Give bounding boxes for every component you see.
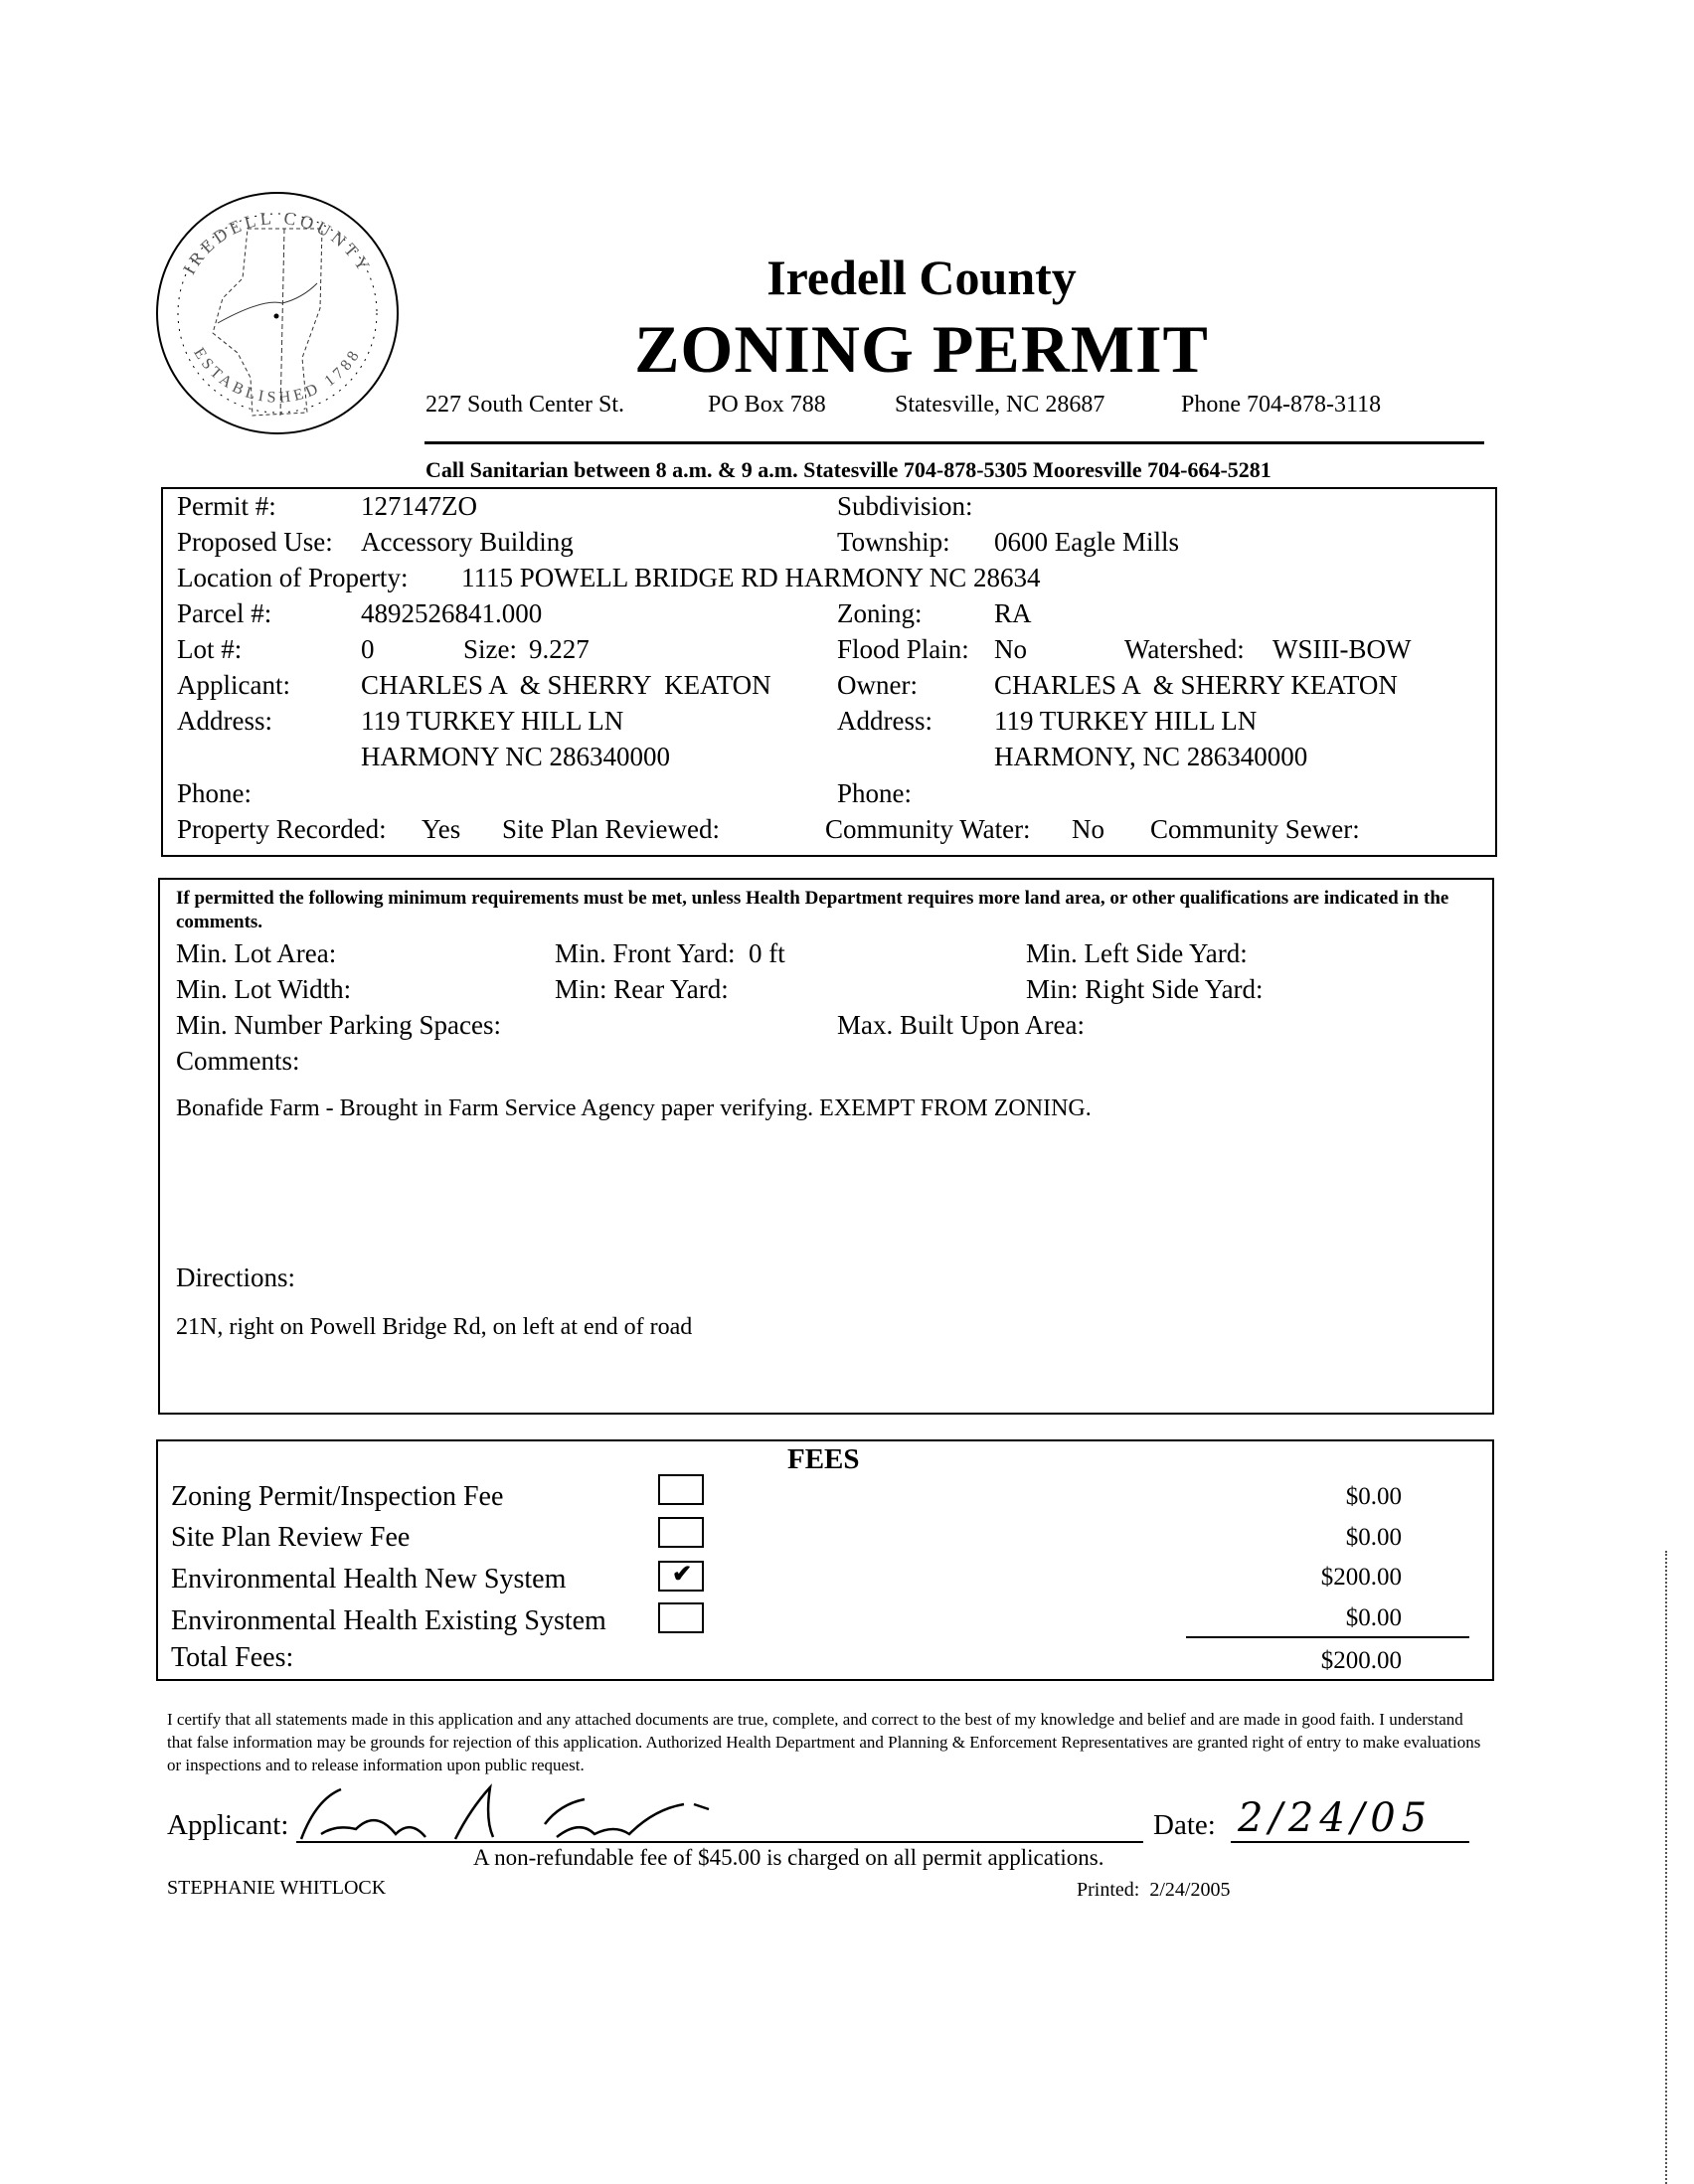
community-sewer-label: Community Sewer: (1150, 814, 1360, 844)
applicant-address-line2: HARMONY NC 286340000 (361, 742, 671, 771)
applicant-signature-label: Applicant: (167, 1809, 289, 1841)
lot-label: Lot #: (177, 634, 243, 664)
sanitarian-notice: Call Sanitarian between 8 a.m. & 9 a.m. Statesville 704-878-5305 Mooresville 704-664-5281 (425, 457, 1271, 482)
min-rear-yard: Min: Rear Yard: (555, 974, 729, 1004)
site-plan-reviewed-label: Site Plan Reviewed: (502, 814, 720, 844)
printed-date: Printed: 2/24/2005 (1077, 1879, 1231, 1901)
handwritten-date: 2/24/05 (1238, 1795, 1434, 1841)
header-divider (424, 441, 1484, 444)
community-water-label: Community Water: (825, 814, 1031, 844)
owner-address-line1: 119 TURKEY HILL LN (994, 706, 1258, 736)
parcel-label: Parcel #: (177, 598, 272, 628)
fee-note: A non-refundable fee of $45.00 is charged on all permit applications. (473, 1845, 1104, 1870)
county-name: Iredell County (766, 250, 1077, 305)
watershed-label: Watershed: (1124, 634, 1245, 664)
proposed-use: Accessory Building (361, 527, 574, 557)
po-box: PO Box 788 (708, 392, 826, 418)
flood-plain-label: Flood Plain: (837, 634, 969, 664)
zoning: RA (994, 598, 1032, 628)
scan-edge-artifact (1665, 1551, 1667, 2184)
min-left-side-yard: Min. Left Side Yard: (1026, 938, 1248, 968)
parcel-number: 4892526841.000 (361, 598, 543, 628)
comments-label: Comments: (176, 1046, 300, 1076)
date-line[interactable] (1231, 1841, 1469, 1843)
page-title: ZONING PERMIT (634, 311, 1209, 387)
total-divider (1186, 1636, 1469, 1638)
owner-address-label: Address: (837, 706, 932, 736)
property-location: 1115 POWELL BRIDGE RD HARMONY NC 28634 (461, 563, 1041, 592)
applicant-phone-label: Phone: (177, 778, 253, 808)
office-phone: Phone 704-878-3118 (1181, 392, 1382, 418)
fee-amount-env-new: $200.00 (1320, 1564, 1402, 1591)
total-fees-amount: $200.00 (1320, 1647, 1402, 1674)
applicant-address-label: Address: (177, 706, 272, 736)
min-lot-width: Min. Lot Width: (176, 974, 352, 1004)
fee-label-env-existing: Environmental Health Existing System (171, 1605, 606, 1636)
checkbox-env-existing-system[interactable] (658, 1602, 704, 1633)
property-recorded: Yes (422, 814, 461, 844)
permit-number: 127147ZO (361, 491, 477, 521)
requirements-intro: If permitted the following minimum requirements must be met, unless Health Department requires more land area, or other qualifications are indicated in the comments. (176, 888, 1449, 932)
zoning-label: Zoning: (837, 598, 923, 628)
township: 0600 Eagle Mills (994, 527, 1179, 557)
fee-amount-env-existing: $0.00 (1345, 1604, 1402, 1631)
permit-number-label: Permit #: (177, 491, 276, 521)
applicant-address-line1: 119 TURKEY HILL LN (361, 706, 624, 736)
owner-label: Owner: (837, 670, 918, 700)
svg-text:ESTABLISHED 1788: ESTABLISHED 1788 (190, 344, 365, 407)
flood-plain: No (994, 634, 1027, 664)
subdivision-label: Subdivision: (837, 491, 973, 521)
min-parking-spaces: Min. Number Parking Spaces: (176, 1010, 501, 1040)
fee-amount-zoning: $0.00 (1345, 1483, 1402, 1510)
checkbox-site-plan-fee[interactable] (658, 1517, 704, 1548)
fee-label-env-new: Environmental Health New System (171, 1564, 567, 1595)
lot-number: 0 (361, 634, 375, 664)
street-address: 227 South Center St. (425, 392, 625, 418)
fee-label-zoning: Zoning Permit/Inspection Fee (171, 1481, 504, 1512)
location-label: Location of Property: (177, 563, 409, 592)
fees-title: FEES (787, 1443, 860, 1475)
min-right-side-yard: Min: Right Side Yard: (1026, 974, 1264, 1004)
staff-name: STEPHANIE WHITLOCK (167, 1877, 387, 1899)
check-mark-icon: ✔ (672, 1562, 693, 1588)
total-fees-label: Total Fees: (171, 1642, 294, 1673)
owner-name: CHARLES A & SHERRY KEATON (994, 670, 1398, 700)
township-label: Township: (837, 527, 950, 557)
owner-phone-label: Phone: (837, 778, 913, 808)
fee-amount-site-plan: $0.00 (1345, 1524, 1402, 1551)
size-label: Size: (463, 634, 517, 664)
owner-address-line2: HARMONY, NC 286340000 (994, 742, 1308, 771)
applicant-label: Applicant: (177, 670, 290, 700)
community-water: No (1072, 814, 1104, 844)
property-recorded-label: Property Recorded: (177, 814, 387, 844)
fee-label-site-plan: Site Plan Review Fee (171, 1522, 411, 1553)
certification-text: I certify that all statements made in this application and any attached documents are true, complete, and correct to the best of my knowledge and belief and are made in good faith. I understand that false information may be grounds for rejection of this application. Authorized Health Department and Planning & Enforcement Representatives are granted right of entry to make evaluations or inspections and to release information upon public request. (167, 1710, 1481, 1774)
date-label: Date: (1153, 1809, 1216, 1841)
applicant-name: CHARLES A & SHERRY KEATON (361, 670, 771, 700)
max-built-upon-area: Max. Built Upon Area: (837, 1010, 1085, 1040)
city-state-zip: Statesville, NC 28687 (895, 392, 1105, 418)
comments-text: Bonafide Farm - Brought in Farm Service Agency paper verifying. EXEMPT FROM ZONING. (176, 1095, 1092, 1121)
directions-label: Directions: (176, 1262, 295, 1292)
directions-text: 21N, right on Powell Bridge Rd, on left at end of road (176, 1314, 693, 1340)
watershed: WSIII-BOW (1272, 634, 1412, 664)
checkbox-env-new-system[interactable] (658, 1561, 704, 1592)
lot-size: 9.227 (529, 634, 590, 664)
min-front-yard: Min. Front Yard: 0 ft (555, 938, 785, 968)
min-lot-area: Min. Lot Area: (176, 938, 337, 968)
checkbox-zoning-fee[interactable] (658, 1474, 704, 1505)
svg-text:IREDELL COUNTY: IREDELL COUNTY (179, 207, 376, 278)
proposed-use-label: Proposed Use: (177, 527, 333, 557)
